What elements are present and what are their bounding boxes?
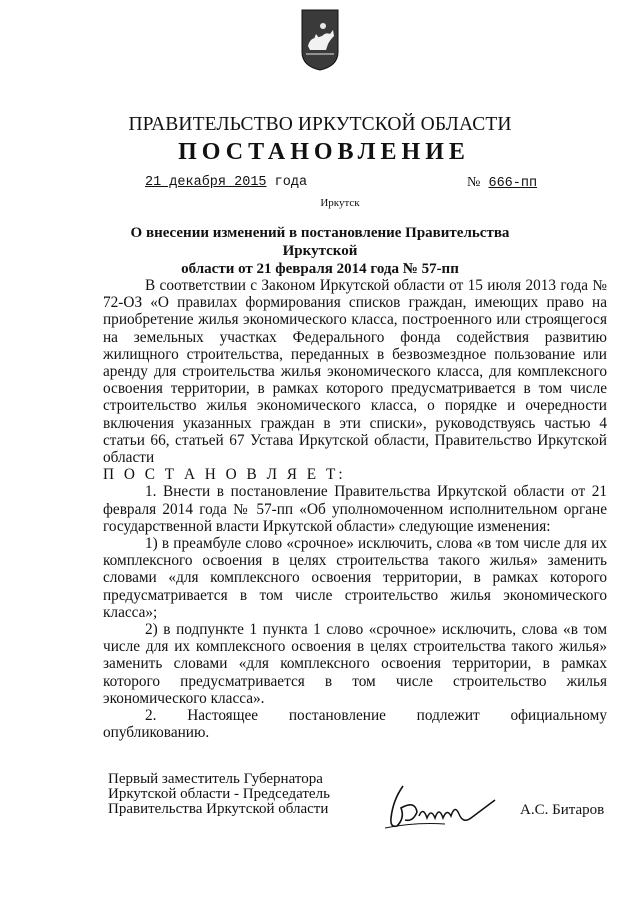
date-suffix: года xyxy=(274,175,308,190)
handwritten-signature-icon xyxy=(375,778,500,838)
preamble-paragraph: В соответствии с Законом Иркутской области от 15 июля 2013 года № 72-ОЗ «О правилах формирования списков граждан, имеющих право на приобретение жилья экономического класса, построенного или строящегося на земельных участках Федерального фонда содействия развитию жилищного строительства, переданных в безвозмездное пользование или аренду для строительства жилья экономического класса, для комплексного освоения территории, в рамках которого предусматривается в том числе строительство жилья экономического класса, о порядке и очередности включения указанных граждан в эти списки», руководствуясь частью 4 статьи 66, статьей 67 Устава Иркутской области, Правительство Иркутской области xyxy=(103,277,607,467)
resolves-heading: П О С Т А Н О В Л Я Е Т: xyxy=(103,466,346,484)
signatory-title-line-3: Правительства Иркутской области xyxy=(108,801,329,817)
signatory-title-line-1: Первый заместитель Губернатора xyxy=(108,771,323,787)
signer-name: А.С. Битаров xyxy=(520,802,605,818)
number-value: 666-пп xyxy=(488,176,538,191)
item-1-1-paragraph: 1) в преамбуле слово «срочное» исключить, слова «в том числе для их комплексного освоения в целях строительства такого жилья» заменить словами «для комплексного освоения территории, в рамках которого предусматривается в том числе строительство жилья экономического класса»; xyxy=(103,535,607,621)
signatory-title xyxy=(108,772,330,817)
subject-line-1: О внесении изменений в постановление Правительства Иркутской xyxy=(130,225,510,259)
number-sign: № xyxy=(467,175,481,190)
document-date xyxy=(145,175,307,190)
date-value: 21 декабря 2015 xyxy=(145,175,267,190)
document-subject xyxy=(110,224,530,278)
item-1-paragraph: 1. Внести в постановление Правительства Иркутской области от 21 февраля 2014 года № 57-пп «Об уполномоченном исполнительном органе государственной власти Иркутской области» следующие изменения: xyxy=(103,483,607,535)
organization-name: ПРАВИТЕЛЬСТВО ИРКУТСКОЙ ОБЛАСТИ xyxy=(128,114,512,135)
document-body xyxy=(103,277,607,741)
coat-of-arms-icon xyxy=(300,8,340,72)
signatory-title-line-2: Иркутской области - Председатель xyxy=(108,786,330,802)
document-number xyxy=(467,175,537,191)
subject-line-2: области от 21 февраля 2014 года № 57-пп xyxy=(181,261,459,277)
document-type: ПОСТАНОВЛЕНИЕ xyxy=(178,139,470,165)
item-2-paragraph: 2. Настоящее постановление подлежит официальному опубликованию. xyxy=(103,707,607,742)
item-1-2-paragraph: 2) в подпункте 1 пункта 1 слово «срочное» исключить, слова «в том числе для их комплексного освоения в целях строительства такого жилья» заменить словами «для комплексного освоения территории, в рамках которого предусматривается в том числе строительство жилья экономического класса». xyxy=(103,621,607,707)
city: Иркутск xyxy=(320,197,360,209)
